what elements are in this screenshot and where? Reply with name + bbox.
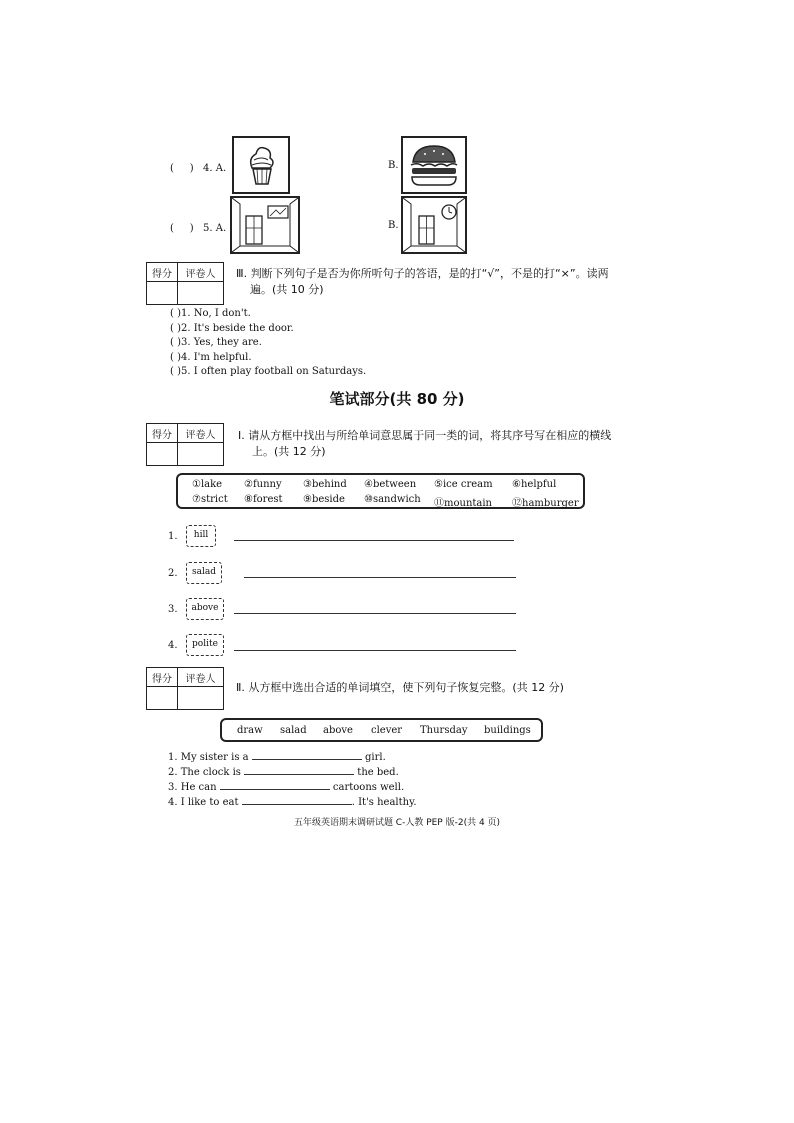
- section-title-listening-3: [236, 266, 609, 298]
- score-cell[interactable]: [147, 282, 178, 305]
- hamburger-picture: [401, 136, 467, 194]
- word-option: ⑦strict: [192, 494, 228, 505]
- section-title-written-2: Ⅱ. 从方框中选出合适的单词填空，使下列句子恢复完整。(共 12 分): [236, 681, 564, 694]
- given-word-stamp: above: [186, 598, 224, 620]
- score-label: 得分: [147, 424, 178, 443]
- given-word-stamp: hill: [186, 525, 216, 547]
- word-option: ⑨beside: [303, 494, 345, 505]
- word-option: ②funny: [244, 479, 282, 490]
- q4-label: 4. A.: [203, 163, 227, 174]
- given-word-stamp: salad: [186, 562, 222, 584]
- hamburger-icon: [403, 138, 465, 192]
- listening-3-items: [170, 307, 366, 380]
- answer-line[interactable]: [234, 613, 516, 614]
- given-word-stamp: polite: [186, 634, 224, 656]
- list-item: ( )4. I'm helpful.: [170, 351, 252, 363]
- word-option: ④between: [364, 479, 417, 490]
- blank-line[interactable]: [252, 750, 362, 760]
- reviewer-cell[interactable]: [178, 443, 224, 466]
- answer-paren[interactable]: ( ): [170, 308, 181, 319]
- answer-paren[interactable]: ( ): [170, 366, 181, 377]
- answer-line[interactable]: [234, 650, 516, 651]
- reviewer-label: 评卷人: [178, 263, 224, 282]
- section-title-line2: 遍。(共 10 分): [250, 283, 324, 296]
- word-option: salad: [280, 725, 307, 736]
- reviewer-label: 评卷人: [178, 424, 224, 443]
- blank-line[interactable]: [244, 765, 354, 775]
- word-option: buildings: [484, 725, 531, 736]
- ice-cream-icon: [234, 138, 288, 192]
- score-cell[interactable]: [147, 443, 178, 466]
- list-item: ( )1. No, I don't.: [170, 308, 251, 319]
- item-number: 3.: [168, 604, 178, 615]
- room-door-clock-icon: [403, 198, 465, 252]
- word-option: ⑧forest: [244, 494, 283, 505]
- word-option: ⑩sandwich: [364, 494, 421, 505]
- word-option: clever: [371, 725, 403, 736]
- answer-paren[interactable]: ( ): [170, 351, 181, 363]
- section-title-line1: Ⅲ. 判断下列句子是否为你所听句子的答语，是的打“√”，不是的打“×”。读两: [236, 267, 609, 280]
- list-item: ( )2. It's beside the door.: [170, 322, 294, 334]
- answer-line[interactable]: [234, 540, 514, 541]
- score-label: 得分: [147, 668, 178, 687]
- sentence-row: 3. He can cartoons well.: [168, 782, 405, 793]
- word-option: ⑫hamburger: [512, 498, 579, 509]
- answer-paren[interactable]: ( ): [170, 337, 181, 348]
- reviewer-label: 评卷人: [178, 668, 224, 687]
- reviewer-cell[interactable]: [178, 687, 224, 710]
- sentence-row: 1. My sister is a girl.: [168, 752, 386, 763]
- item-number: 2.: [168, 568, 178, 579]
- sentence-row: 4. I like to eat . It's healthy.: [168, 797, 417, 808]
- word-option: draw: [237, 725, 263, 736]
- word-option: ③behind: [303, 479, 347, 490]
- q4-paren[interactable]: ( ): [170, 163, 194, 174]
- score-table-written-1: [146, 423, 224, 466]
- room-with-clock: [401, 196, 467, 254]
- score-table-listening-3: [146, 262, 224, 305]
- q5-option-b: B.: [388, 220, 399, 231]
- list-item: ( )5. I often play football on Saturdays.: [170, 366, 367, 377]
- reviewer-cell[interactable]: [178, 282, 224, 305]
- list-item: ( )3. Yes, they are.: [170, 337, 262, 348]
- room-door-painting-icon: [232, 198, 298, 252]
- word-box-2: [220, 718, 543, 742]
- word-box-1: [176, 473, 585, 509]
- section-title-line2: 上。(共 12 分): [252, 445, 326, 458]
- score-cell[interactable]: [147, 687, 178, 710]
- section-title-written-1: [238, 428, 611, 460]
- item-number: 4.: [168, 640, 178, 651]
- word-option: ①lake: [192, 479, 223, 490]
- q5-paren[interactable]: ( ): [170, 223, 194, 234]
- answer-line[interactable]: [244, 577, 516, 578]
- word-option: above: [323, 725, 353, 736]
- score-label: 得分: [147, 263, 178, 282]
- q4-option-b: B.: [388, 160, 399, 171]
- word-option: ⑪mountain: [434, 498, 493, 509]
- fill-in-sentences: [168, 750, 417, 810]
- sentence-row: 2. The clock is the bed.: [168, 767, 399, 778]
- page-footer: 五年级英语期末调研试题 C-人教 PEP 版-2(共 4 页): [293, 818, 501, 828]
- q5-label: 5. A.: [203, 223, 227, 234]
- section-title-line1: Ⅰ. 请从方框中找出与所给单词意思属于同一类的词，将其序号写在相应的横线: [238, 429, 612, 442]
- word-option: ⑤ice cream: [434, 479, 493, 490]
- blank-line[interactable]: [220, 780, 330, 790]
- answer-paren[interactable]: ( ): [170, 322, 181, 334]
- ice-cream-picture: [232, 136, 290, 194]
- word-option: ⑥helpful: [512, 479, 557, 490]
- written-part-heading: 笔试部分(共 80 分): [329, 390, 465, 408]
- room-with-picture: [230, 196, 300, 254]
- blank-line[interactable]: [242, 795, 352, 805]
- item-number: 1.: [168, 531, 178, 542]
- word-option: Thursday: [420, 725, 468, 736]
- score-table-written-2: [146, 667, 224, 710]
